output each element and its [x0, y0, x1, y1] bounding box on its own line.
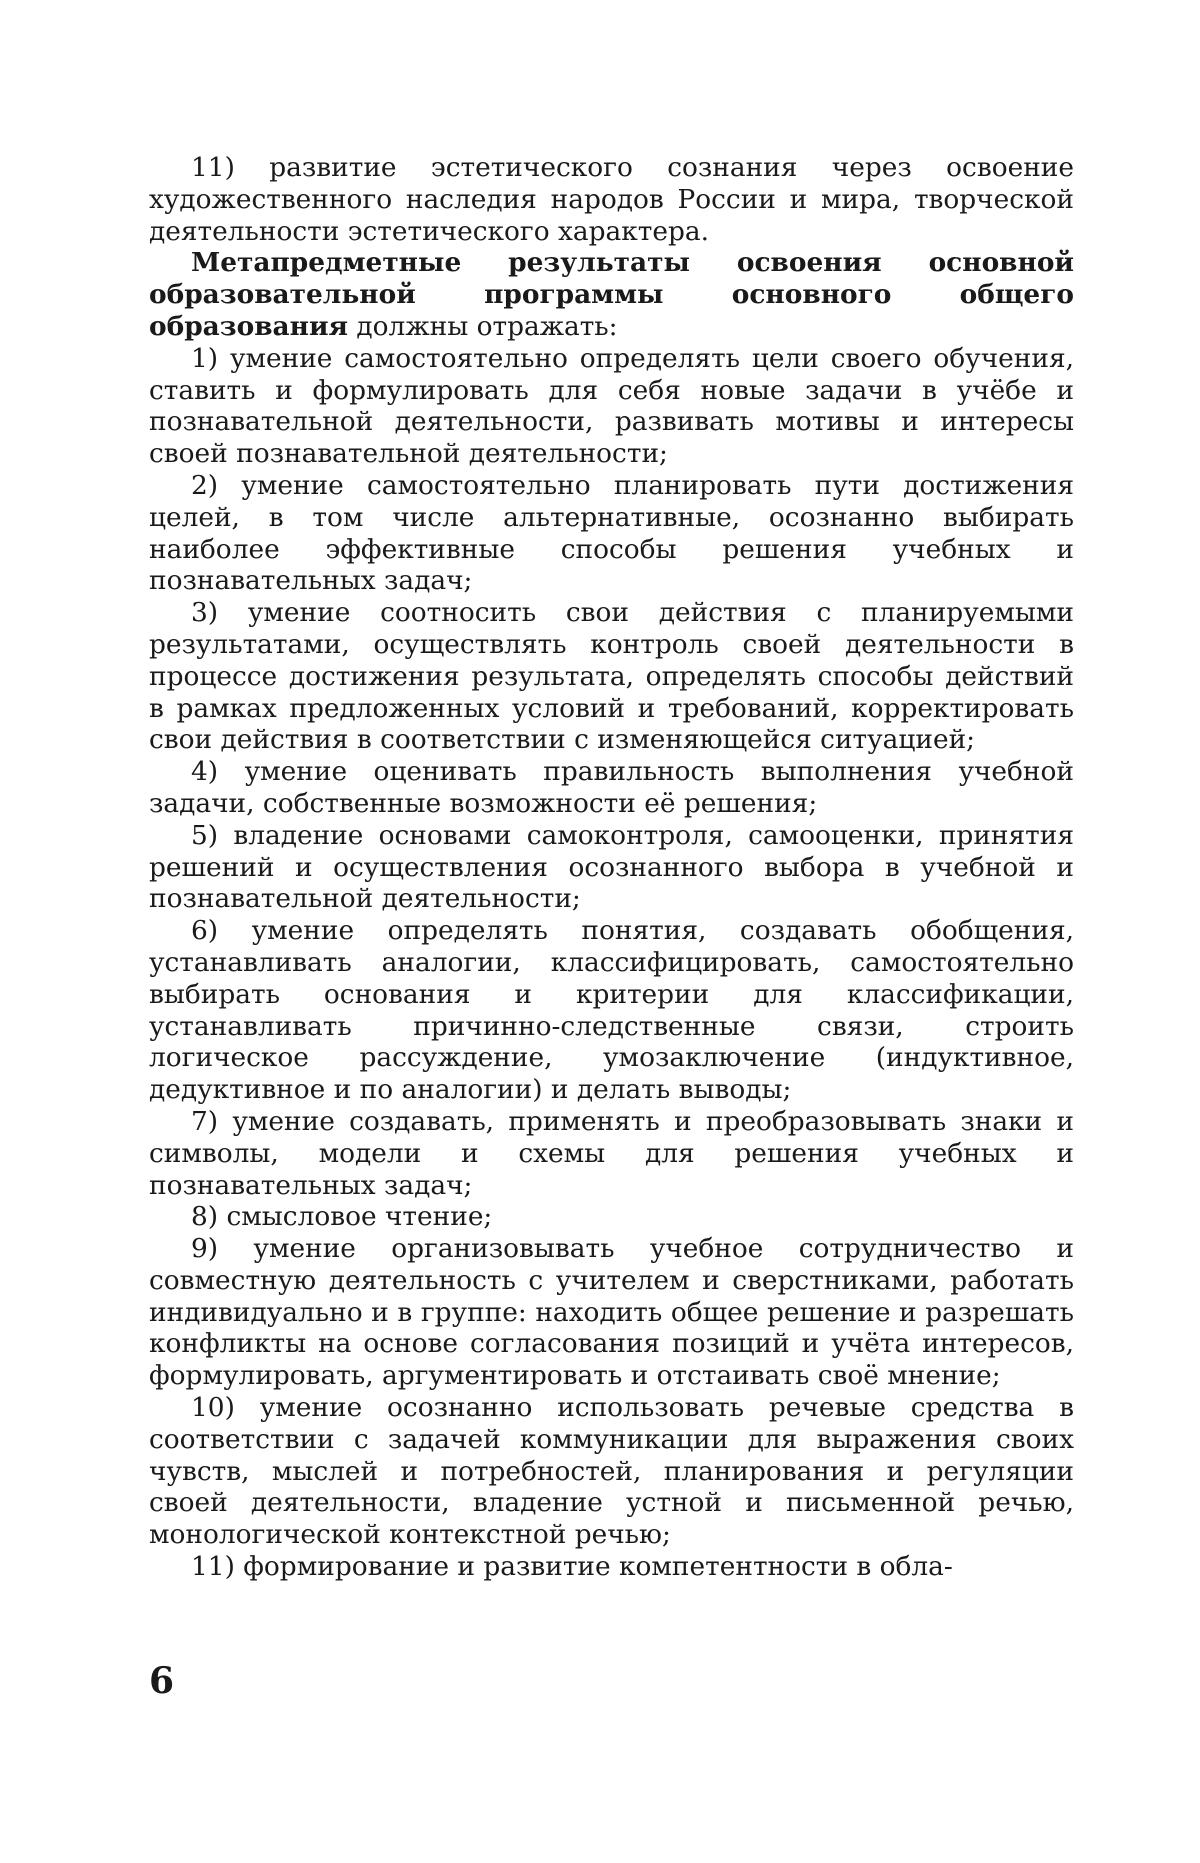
list-item-2: 2) умение самостоятельно планировать пути достижения целей, в том числе альтернативные, осознанно выбирать наиболее эффективные способы решения учебных и познавательных задач; — [149, 470, 1074, 597]
list-item-11: 11) формирование и развитие компетентности в обла- — [149, 1551, 1074, 1583]
list-item-1: 1) умение самостоятельно определять цели своего обучения, ставить и формулировать для себя новые задачи в учёбе и познавательной деятельности, развивать мотивы и интересы своей познавательной деятельности; — [149, 343, 1074, 470]
heading-bold-text: Метапредметные результаты освоения основной образовательной программы основного общего образования — [149, 247, 1074, 342]
list-item-5: 5) владение основами самоконтроля, самооценки, принятия решений и осуществления осознанного выбора в учебной и познавательной деятельности; — [149, 820, 1074, 915]
list-item-8: 8) смысловое чтение; — [149, 1201, 1074, 1233]
paragraph-11-aesthetic: 11) развитие эстетического сознания через освоение художественного наследия народов России и мира, творческой деятельности эстетического характера. — [149, 152, 1074, 247]
list-item-9: 9) умение организовывать учебное сотрудничество и совместную деятельность с учителем и сверстниками, работать индивидуально и в группе: находить общее решение и разрешать конфликты на основе согласования позиций и учёта интересов, формулировать, аргументировать и отстаивать своё мнение; — [149, 1233, 1074, 1392]
list-item-6: 6) умение определять понятия, создавать обобщения, устанавливать аналогии, классифицировать, самостоятельно выбирать основания и критерии для классификации, устанавливать причинно-следственные связи, строить логическое рассуждение, умозаключение (индуктивное, дедуктивное и по аналогии) и делать выводы; — [149, 915, 1074, 1106]
list-item-10: 10) умение осознанно использовать речевые средства в соответствии с задачей коммуникации для выражения своих чувств, мыслей и потребностей, планирования и регуляции своей деятельности, владение устной и письменной речью, монологической контекстной речью; — [149, 1392, 1074, 1551]
page-body — [149, 152, 1074, 1583]
metasubject-heading — [149, 247, 1074, 342]
heading-normal-text: должны отражать: — [356, 311, 617, 342]
list-item-4: 4) умение оценивать правильность выполнения учебной задачи, собственные возможности её решения; — [149, 756, 1074, 820]
list-item-7: 7) умение создавать, применять и преобразовывать знаки и символы, модели и схемы для решения учебных и познавательных задач; — [149, 1106, 1074, 1201]
list-item-3: 3) умение соотносить свои действия с планируемыми результатами, осуществлять контроль своей деятельности в процессе достижения результата, определять способы действий в рамках предложенных условий и требований, корректировать свои действия в соответствии с изменяющейся ситуацией; — [149, 597, 1074, 756]
page-number: 6 — [149, 1660, 174, 1702]
